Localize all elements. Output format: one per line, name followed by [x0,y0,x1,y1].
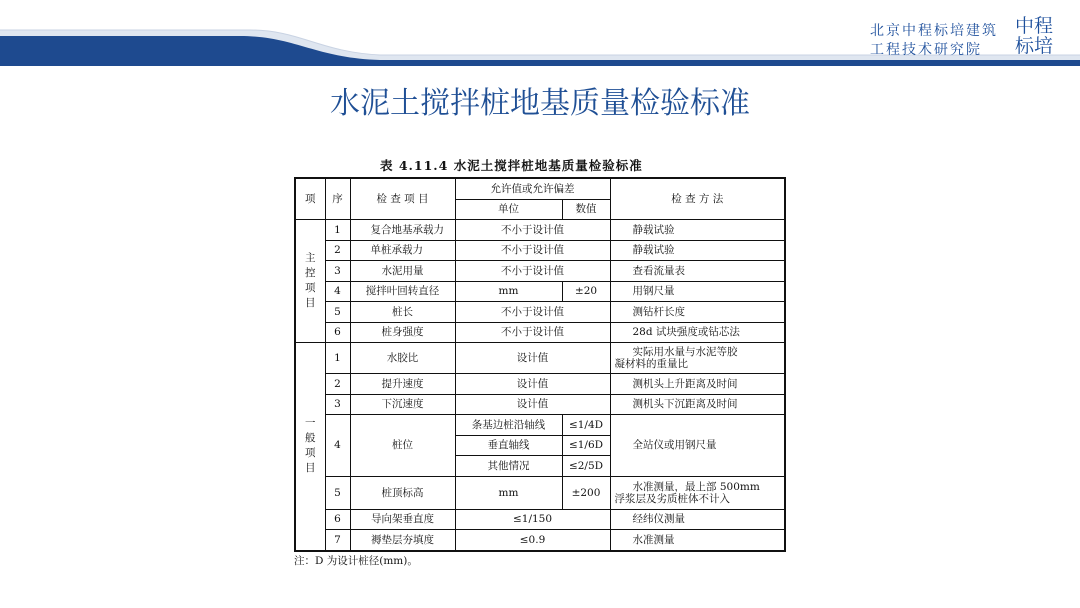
org-name-line1: 北京中程标培建筑 [870,23,998,39]
table-row [295,261,785,282]
header-banner [0,0,1080,70]
table-row [295,302,785,323]
value-cell: ≤1/6D [562,435,610,456]
check-item-cell: 单桩承载力 [350,240,455,261]
tolerance-cell: 设计值 [455,374,610,395]
inspection-standard-table [294,177,786,552]
table-row [295,240,785,261]
tolerance-cell: 不小于设计值 [455,240,610,261]
method-line: 实际用水量与水泥等胶 [632,346,738,358]
seq-cell: 4 [325,281,350,302]
check-item-cell: 搅拌叶回转直径 [350,281,455,302]
org-name-line2: 工程技术研究院 [870,42,982,58]
value-cell: ≤2/5D [562,456,610,477]
check-item-cell: 桩位 [350,415,455,477]
method-cell: 28d 试块强度或钻芯法 [610,322,785,343]
table-caption: 表 4.11.4 水泥土搅拌桩地基质量检验标准 [380,158,643,173]
method-cell: 水准测量 [610,530,785,551]
header-unit: 单位 [455,199,562,220]
method-cell: 用钢尺量 [610,281,785,302]
method-cell: 测机头下沉距离及时间 [610,394,785,415]
check-item-cell: 水泥用量 [350,261,455,282]
unit-cell: mm [455,281,562,302]
tolerance-cell: 不小于设计值 [455,220,610,241]
table-row [295,530,785,551]
tolerance-cell: 设计值 [455,343,610,374]
value-cell: ±20 [562,281,610,302]
seq-cell: 7 [325,530,350,551]
check-item-cell: 复合地基承载力 [350,220,455,241]
check-item-cell: 下沉速度 [350,394,455,415]
header-seq: 序 [325,178,350,220]
brand-logo: 中程 标培 [1014,15,1053,57]
seq-cell: 4 [325,415,350,477]
table-row [295,415,785,436]
table-row [295,394,785,415]
check-item-cell: 桩顶标高 [350,476,455,509]
subcondition-cell: 条基边桩沿轴线 [455,415,562,436]
table-row [295,281,785,302]
check-item-cell: 桩长 [350,302,455,323]
value-cell: ≤1/4D [562,415,610,436]
slide-title: 水泥土搅拌桩地基质量检验标准 [330,86,750,121]
method-cell: 静载试验 [610,240,785,261]
method-cell: 全站仪或用钢尺量 [610,415,785,477]
tolerance-cell: ≤1/150 [455,509,610,530]
table-note: 注：D 为设计桩径(mm)。 [294,555,418,567]
seq-cell: 6 [325,509,350,530]
header-item: 项 [295,178,325,220]
seq-cell: 6 [325,322,350,343]
method-line: 凝材料的重量比 [614,358,688,370]
header-check-item: 检 查 项 目 [350,178,455,220]
tolerance-cell: 不小于设计值 [455,302,610,323]
check-item-cell: 水胶比 [350,343,455,374]
seq-cell: 5 [325,476,350,509]
check-item-cell: 提升速度 [350,374,455,395]
seq-cell: 3 [325,261,350,282]
header-method: 检 查 方 法 [610,178,785,220]
value-cell: ±200 [562,476,610,509]
table-row [295,343,785,374]
table-row [295,322,785,343]
tolerance-cell: 设计值 [455,394,610,415]
check-item-cell: 桩身强度 [350,322,455,343]
subcondition-cell: 垂直轴线 [455,435,562,456]
seq-cell: 2 [325,374,350,395]
method-cell: 静载试验 [610,220,785,241]
table-row [295,220,785,241]
check-item-cell: 褥垫层夯填度 [350,530,455,551]
group-main-text: 主控项目 [305,252,316,309]
seq-cell: 5 [325,302,350,323]
method-cell: 测机头上升距离及时间 [610,374,785,395]
header-tolerance: 允许值或允许偏差 [455,178,610,199]
table-row [295,476,785,509]
seq-cell: 1 [325,220,350,241]
table-header-row [295,178,785,199]
subcondition-cell: 其他情况 [455,456,562,477]
tolerance-cell: 不小于设计值 [455,322,610,343]
method-line: 水准测量，最上部 500mm [632,480,760,493]
group-general-text: 一般项目 [305,417,316,475]
group-general-label [295,343,325,551]
check-item-cell: 导向架垂直度 [350,509,455,530]
method-cell: 测钻杆长度 [610,302,785,323]
method-cell: 查看流量表 [610,261,785,282]
table-row [295,509,785,530]
method-cell [610,343,785,374]
tolerance-cell: 不小于设计值 [455,261,610,282]
seq-cell: 2 [325,240,350,261]
method-cell: 经纬仪测量 [610,509,785,530]
group-main-label [295,220,325,343]
method-line: 浮浆层及劣质桩体不计入 [614,492,730,505]
seq-cell: 1 [325,343,350,374]
brand-block [870,15,1070,58]
method-cell [610,476,785,509]
seq-cell: 3 [325,394,350,415]
header-value: 数值 [562,199,610,220]
unit-cell: mm [455,476,562,509]
tolerance-cell: ≤0.9 [455,530,610,551]
table-row [295,374,785,395]
